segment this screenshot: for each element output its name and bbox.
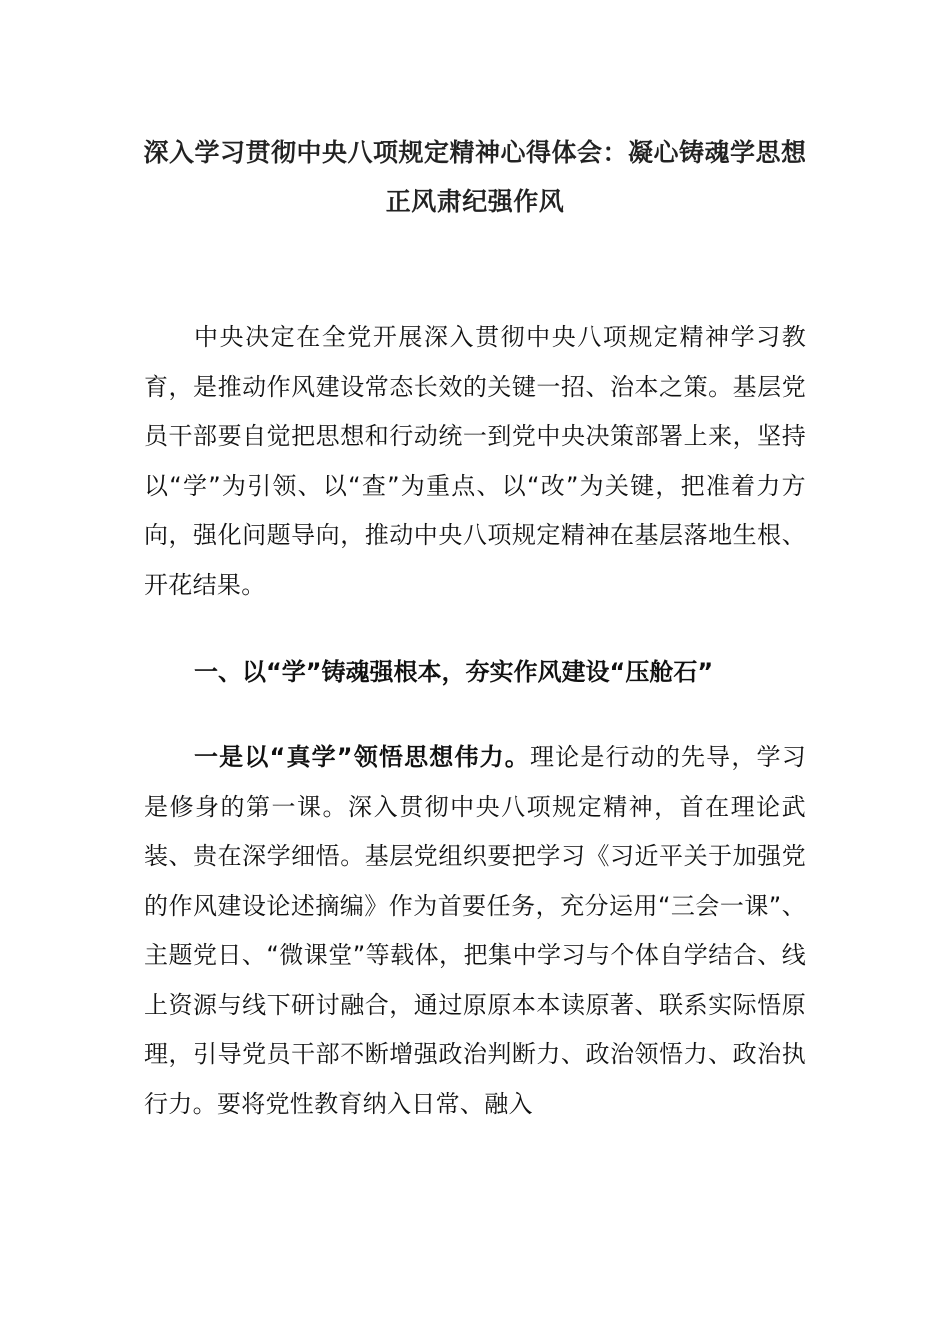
body-paragraph bbox=[144, 733, 806, 1129]
point-lead: 一是以“真学”领悟思想伟力。 bbox=[194, 743, 530, 771]
intro-paragraph: 中央决定在全党开展深入贯彻中央八项规定精神学习教育，是推动作风建设常态长效的关键一招、治本之策。基层党员干部要自觉把思想和行动统一到党中央决策部署上来，坚持以“学”为引领、以“查”为重点、以“改”为关键，把准着力方向，强化问题导向，推动中央八项规定精神在基层落地生根、开花结果。 bbox=[144, 323, 806, 599]
section-heading: 一、以“学”铸魂强根本，夯实作风建设“压舱石” bbox=[194, 658, 714, 686]
document-title: 深入学习贯彻中央八项规定精神心得体会：凝心铸魂学思想正风肃纪强作风 bbox=[143, 138, 807, 216]
point-body: 理论是行动的先导，学习是修身的第一课。深入贯彻中央八项规定精神，首在理论武装、贵在深学细悟。基层党组织要把学习《习近平关于加强党的作风建设论述摘编》作为首要任务，充分运用“三会一课”、主题党日、“微课堂”等载体，把集中学习与个体自学结合、线上资源与线下研讨融合，通过原原本本读原著、联系实际悟原理，引导党员干部不断增强政治判断力、政治领悟力、政治执行力。要将党性教育纳入日常、融入 bbox=[144, 743, 806, 1118]
